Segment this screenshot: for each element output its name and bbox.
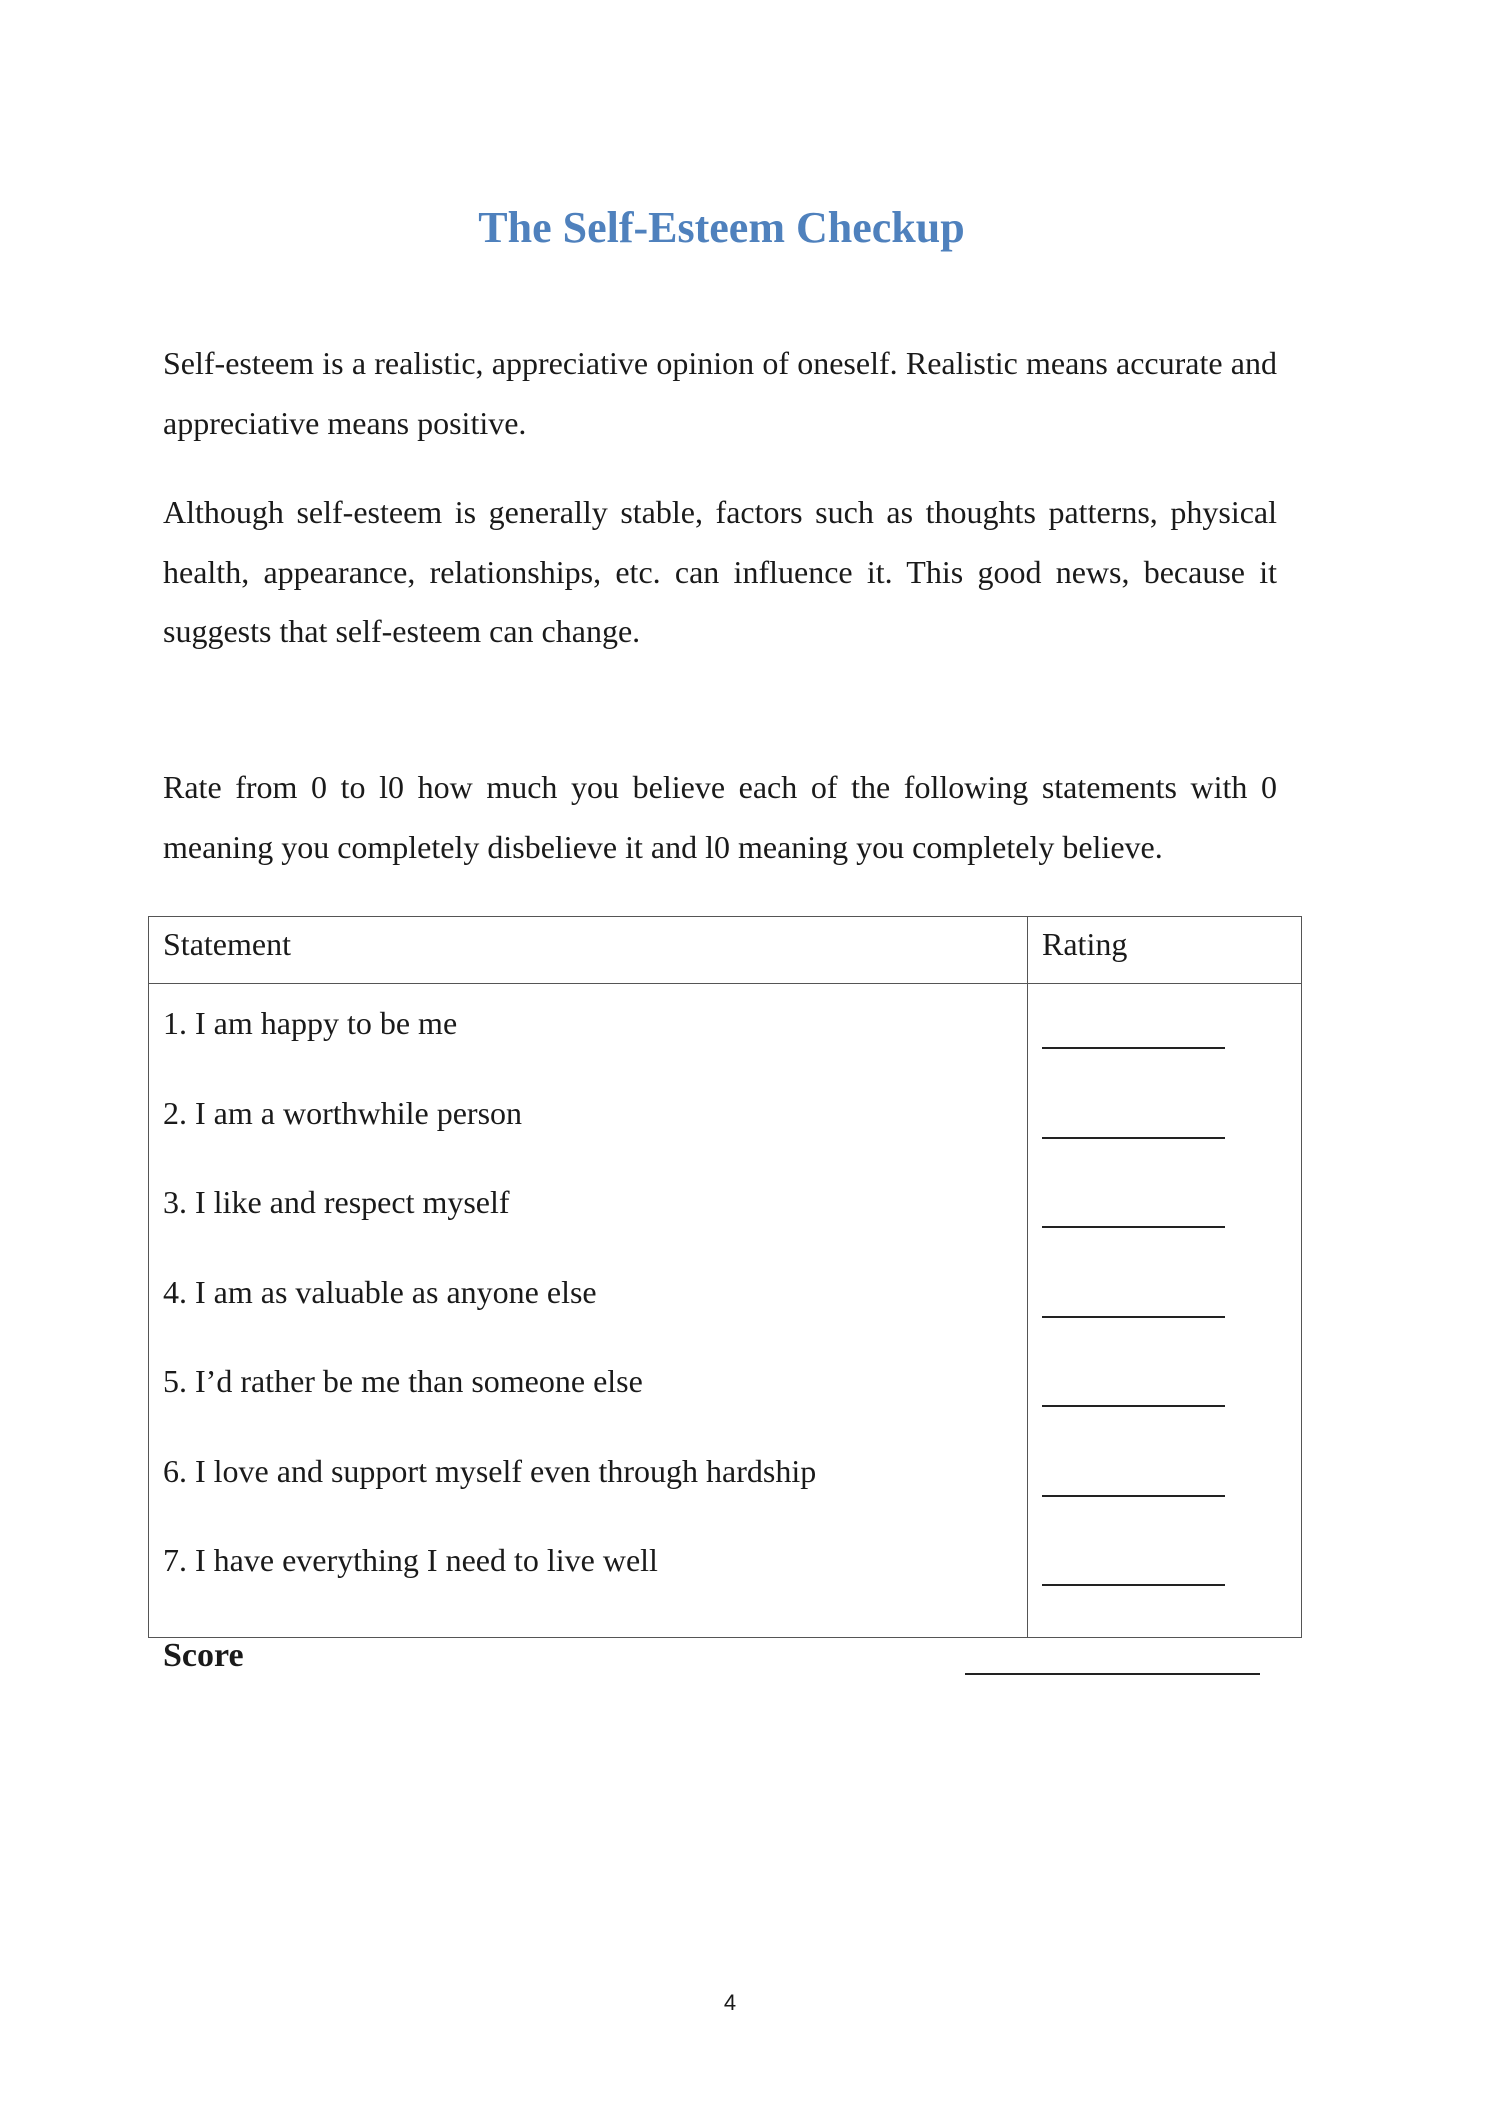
factors-paragraph: Although self-esteem is generally stable, factors such as thoughts patterns, physical health, appearance, relationships, etc. can influence it. This good news, because it suggests that self-esteem can change. — [163, 494, 1277, 649]
statement-2: 2. I am a worthwhile person — [163, 1094, 523, 1131]
statement-5: 5. I’d rather be me than someone else — [163, 1363, 643, 1399]
rating-blank-4[interactable] — [1042, 1271, 1287, 1361]
rating-blank-3[interactable] — [1042, 1181, 1287, 1271]
rating-blank-5[interactable] — [1042, 1360, 1287, 1450]
statement-4: 4. I am as valuable as anyone else — [163, 1273, 597, 1310]
ratings-cell — [1028, 984, 1302, 1638]
page-title: The Self-Esteem Checkup — [478, 203, 965, 252]
rating-blank-6[interactable] — [1042, 1450, 1287, 1540]
intro-paragraph: Self-esteem is a realistic, appreciative opinion of oneself. Realistic means accurate and appreciative means positive. — [163, 345, 1277, 441]
statement-rating-table — [148, 916, 1302, 1638]
rating-blank-7[interactable] — [1042, 1539, 1287, 1629]
statement-7: 7. I have everything I need to live well — [163, 1542, 658, 1578]
rating-blank-1[interactable] — [1042, 1002, 1287, 1092]
statement-6: 6. I love and support myself even through hardship — [163, 1452, 817, 1489]
rating-column-header: Rating — [1028, 917, 1302, 984]
statement-column-header: Statement — [149, 917, 1028, 984]
table-header-row — [149, 917, 1302, 984]
page-number: 4 — [723, 1990, 737, 2015]
table-body-row — [149, 984, 1302, 1638]
score-label: Score — [163, 1637, 244, 1674]
statement-3: 3. I like and respect myself — [163, 1184, 510, 1220]
score-blank[interactable] — [965, 1673, 1260, 1675]
statement-1: 1. I am happy to be me — [163, 1005, 458, 1041]
instructions-paragraph: Rate from 0 to l0 how much you believe each of the following statements with 0 meaning you completely disbelieve it and l0 meaning you completely believe. — [163, 769, 1277, 865]
rating-blank-2[interactable] — [1042, 1092, 1287, 1182]
statements-cell — [149, 984, 1028, 1638]
